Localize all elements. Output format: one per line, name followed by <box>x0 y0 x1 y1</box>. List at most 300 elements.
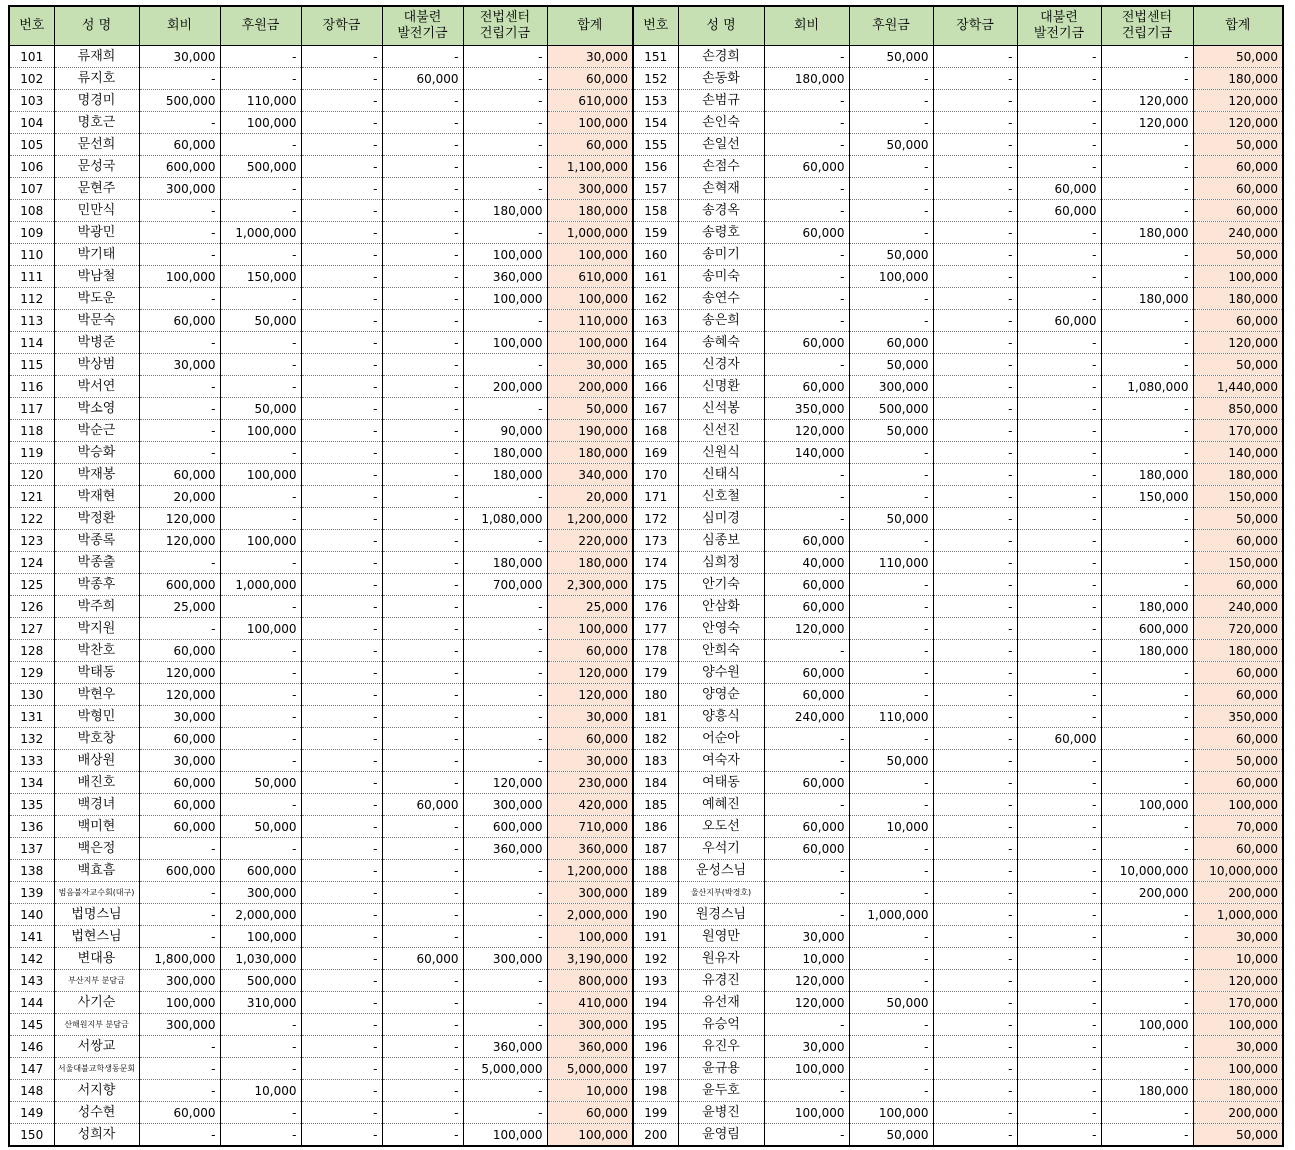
cell-sponsorship: 50,000 <box>849 134 933 156</box>
cell-total: 420,000 <box>547 794 633 816</box>
cell-center-building-fund: - <box>1101 46 1193 68</box>
table-row <box>9 640 1283 662</box>
cell-total: 180,000 <box>1193 464 1283 486</box>
cell-scholarship: - <box>301 882 382 904</box>
cell-development-fund: - <box>1017 134 1101 156</box>
cell-development-fund: - <box>382 266 463 288</box>
cell-development-fund: - <box>1017 222 1101 244</box>
cell-number: 181 <box>633 706 678 728</box>
cell-name: 박현우 <box>54 684 139 706</box>
cell-number: 182 <box>633 728 678 750</box>
cell-sponsorship: - <box>220 1014 301 1036</box>
cell-development-fund: - <box>382 376 463 398</box>
cell-total: 30,000 <box>1193 926 1283 948</box>
cell-center-building-fund: - <box>463 1080 547 1102</box>
cell-development-fund: - <box>1017 1014 1101 1036</box>
cell-total: 360,000 <box>547 838 633 860</box>
cell-total: 50,000 <box>1193 46 1283 68</box>
cell-number: 131 <box>9 706 54 728</box>
cell-number: 189 <box>633 882 678 904</box>
table-row <box>9 222 1283 244</box>
table-body <box>9 46 1283 1147</box>
cell-scholarship: - <box>301 552 382 574</box>
cell-development-fund: - <box>382 618 463 640</box>
cell-total: 60,000 <box>547 640 633 662</box>
cell-name: 어순아 <box>678 728 764 750</box>
cell-development-fund: - <box>382 684 463 706</box>
cell-dues: - <box>139 398 220 420</box>
cell-center-building-fund: - <box>1101 728 1193 750</box>
cell-sponsorship: - <box>849 794 933 816</box>
cell-center-building-fund: - <box>463 112 547 134</box>
cell-dues: - <box>764 1124 849 1147</box>
cell-scholarship: - <box>301 200 382 222</box>
cell-development-fund: - <box>382 530 463 552</box>
cell-total: 100,000 <box>547 112 633 134</box>
cell-dues: 60,000 <box>139 794 220 816</box>
cell-sponsorship: 100,000 <box>220 464 301 486</box>
cell-name: 원유자 <box>678 948 764 970</box>
cell-dues: - <box>764 882 849 904</box>
cell-development-fund: - <box>1017 926 1101 948</box>
cell-name: 송경옥 <box>678 200 764 222</box>
cell-sponsorship: - <box>220 46 301 68</box>
cell-scholarship: - <box>933 574 1017 596</box>
cell-total: 720,000 <box>1193 618 1283 640</box>
cell-total: 10,000,000 <box>1193 860 1283 882</box>
table-row <box>9 354 1283 376</box>
cell-name: 송혜숙 <box>678 332 764 354</box>
cell-name: 박상범 <box>54 354 139 376</box>
cell-development-fund: - <box>1017 948 1101 970</box>
cell-number: 200 <box>633 1124 678 1147</box>
table-row <box>9 1102 1283 1124</box>
cell-scholarship: - <box>933 926 1017 948</box>
cell-development-fund: - <box>382 464 463 486</box>
cell-center-building-fund: - <box>1101 1124 1193 1147</box>
cell-dues: - <box>764 860 849 882</box>
cell-development-fund: - <box>1017 816 1101 838</box>
cell-number: 177 <box>633 618 678 640</box>
cell-name: 류재희 <box>54 46 139 68</box>
cell-development-fund: - <box>1017 332 1101 354</box>
cell-name: 신경자 <box>678 354 764 376</box>
cell-total: 60,000 <box>1193 530 1283 552</box>
cell-number: 102 <box>9 68 54 90</box>
cell-development-fund: - <box>1017 266 1101 288</box>
cell-sponsorship: 500,000 <box>849 398 933 420</box>
cell-scholarship: - <box>933 1102 1017 1124</box>
cell-scholarship: - <box>933 442 1017 464</box>
cell-scholarship: - <box>301 706 382 728</box>
cell-number: 162 <box>633 288 678 310</box>
cell-center-building-fund: - <box>463 1102 547 1124</box>
cell-dues: 30,000 <box>764 926 849 948</box>
table-row <box>9 904 1283 926</box>
cell-center-building-fund: - <box>1101 134 1193 156</box>
cell-center-building-fund: - <box>1101 970 1193 992</box>
table-row <box>9 68 1283 90</box>
cell-center-building-fund: 360,000 <box>463 266 547 288</box>
cell-dues: - <box>139 332 220 354</box>
cell-number: 120 <box>9 464 54 486</box>
cell-development-fund: - <box>1017 860 1101 882</box>
table-row <box>9 398 1283 420</box>
cell-center-building-fund: - <box>463 640 547 662</box>
cell-number: 140 <box>9 904 54 926</box>
cell-number: 126 <box>9 596 54 618</box>
cell-number: 169 <box>633 442 678 464</box>
cell-scholarship: - <box>933 750 1017 772</box>
cell-name: 배상원 <box>54 750 139 772</box>
cell-dues: 60,000 <box>139 464 220 486</box>
cell-scholarship: - <box>301 1014 382 1036</box>
header-number: 번호 <box>9 6 54 46</box>
cell-dues: - <box>139 442 220 464</box>
cell-total: 1,100,000 <box>547 156 633 178</box>
cell-development-fund: - <box>1017 618 1101 640</box>
cell-sponsorship: - <box>220 288 301 310</box>
cell-name: 손범규 <box>678 90 764 112</box>
cell-dues: - <box>139 1080 220 1102</box>
cell-dues: 60,000 <box>764 156 849 178</box>
cell-center-building-fund: - <box>1101 772 1193 794</box>
cell-name: 박형민 <box>54 706 139 728</box>
cell-number: 151 <box>633 46 678 68</box>
cell-scholarship: - <box>301 288 382 310</box>
header-scholarship: 장학금 <box>301 6 382 46</box>
cell-sponsorship: - <box>220 134 301 156</box>
cell-dues: - <box>139 618 220 640</box>
cell-name: 박태동 <box>54 662 139 684</box>
cell-name: 명경미 <box>54 90 139 112</box>
table-row <box>9 464 1283 486</box>
cell-name: 서지향 <box>54 1080 139 1102</box>
cell-number: 117 <box>9 398 54 420</box>
cell-sponsorship: - <box>849 970 933 992</box>
cell-dues: - <box>764 750 849 772</box>
cell-center-building-fund: - <box>463 354 547 376</box>
cell-number: 112 <box>9 288 54 310</box>
cell-sponsorship: 100,000 <box>220 420 301 442</box>
table-row <box>9 442 1283 464</box>
cell-scholarship: - <box>301 816 382 838</box>
cell-total: 60,000 <box>1193 838 1283 860</box>
cell-dues: - <box>764 266 849 288</box>
cell-center-building-fund: 150,000 <box>1101 486 1193 508</box>
cell-development-fund: - <box>1017 706 1101 728</box>
cell-development-fund: - <box>1017 376 1101 398</box>
cell-development-fund: - <box>382 838 463 860</box>
cell-number: 145 <box>9 1014 54 1036</box>
cell-dues: 300,000 <box>139 970 220 992</box>
cell-scholarship: - <box>301 112 382 134</box>
cell-scholarship: - <box>933 970 1017 992</box>
cell-total: 100,000 <box>547 926 633 948</box>
cell-sponsorship: 100,000 <box>220 112 301 134</box>
cell-dues: 120,000 <box>764 618 849 640</box>
cell-number: 134 <box>9 772 54 794</box>
cell-dues: 30,000 <box>139 354 220 376</box>
header-center-building-fund: 전법센터 건립기금 <box>463 6 547 46</box>
cell-scholarship: - <box>301 948 382 970</box>
cell-sponsorship: 500,000 <box>220 156 301 178</box>
cell-name: 윤영림 <box>678 1124 764 1147</box>
cell-development-fund: - <box>382 46 463 68</box>
cell-total: 60,000 <box>1193 156 1283 178</box>
cell-center-building-fund: - <box>1101 156 1193 178</box>
cell-total: 60,000 <box>1193 200 1283 222</box>
cell-dues: 100,000 <box>139 992 220 1014</box>
cell-name: 백미현 <box>54 816 139 838</box>
cell-sponsorship: - <box>220 750 301 772</box>
cell-development-fund: 60,000 <box>1017 728 1101 750</box>
cell-development-fund: - <box>1017 640 1101 662</box>
cell-dues: 60,000 <box>139 816 220 838</box>
cell-name: 안희숙 <box>678 640 764 662</box>
cell-number: 104 <box>9 112 54 134</box>
cell-total: 180,000 <box>1193 68 1283 90</box>
cell-name: 양영순 <box>678 684 764 706</box>
cell-development-fund: - <box>1017 442 1101 464</box>
cell-dues: 60,000 <box>764 684 849 706</box>
cell-number: 190 <box>633 904 678 926</box>
cell-name: 윤두호 <box>678 1080 764 1102</box>
cell-sponsorship: - <box>849 1014 933 1036</box>
cell-development-fund: - <box>382 860 463 882</box>
cell-total: 60,000 <box>547 134 633 156</box>
cell-total: 300,000 <box>547 1014 633 1036</box>
cell-scholarship: - <box>301 970 382 992</box>
cell-number: 165 <box>633 354 678 376</box>
cell-number: 124 <box>9 552 54 574</box>
cell-total: 50,000 <box>1193 134 1283 156</box>
cell-dues: 120,000 <box>764 970 849 992</box>
cell-scholarship: - <box>933 794 1017 816</box>
cell-center-building-fund: - <box>1101 420 1193 442</box>
cell-dues: - <box>764 1080 849 1102</box>
cell-sponsorship: - <box>849 442 933 464</box>
cell-center-building-fund: - <box>463 46 547 68</box>
cell-name: 문선희 <box>54 134 139 156</box>
cell-scholarship: - <box>301 1124 382 1147</box>
cell-dues: 350,000 <box>764 398 849 420</box>
cell-scholarship: - <box>301 860 382 882</box>
table-row <box>9 596 1283 618</box>
table-row <box>9 90 1283 112</box>
cell-center-building-fund: 180,000 <box>1101 464 1193 486</box>
cell-total: 180,000 <box>1193 640 1283 662</box>
cell-scholarship: - <box>301 68 382 90</box>
cell-total: 50,000 <box>1193 354 1283 376</box>
cell-total: 5,000,000 <box>547 1058 633 1080</box>
cell-scholarship: - <box>301 728 382 750</box>
cell-total: 200,000 <box>1193 882 1283 904</box>
cell-number: 148 <box>9 1080 54 1102</box>
cell-center-building-fund: - <box>463 728 547 750</box>
cell-name: 산해원지부 분담금 <box>54 1014 139 1036</box>
cell-center-building-fund: - <box>463 882 547 904</box>
cell-scholarship: - <box>301 684 382 706</box>
cell-sponsorship: - <box>220 794 301 816</box>
cell-center-building-fund: - <box>463 134 547 156</box>
cell-name: 오도선 <box>678 816 764 838</box>
cell-number: 141 <box>9 926 54 948</box>
cell-scholarship: - <box>301 1080 382 1102</box>
cell-development-fund: - <box>382 1014 463 1036</box>
cell-scholarship: - <box>933 508 1017 530</box>
cell-total: 50,000 <box>1193 1124 1283 1147</box>
cell-scholarship: - <box>301 134 382 156</box>
cell-name: 박순근 <box>54 420 139 442</box>
cell-center-building-fund: - <box>1101 332 1193 354</box>
cell-dues: - <box>764 904 849 926</box>
cell-total: 100,000 <box>547 332 633 354</box>
cell-sponsorship: - <box>220 1036 301 1058</box>
cell-name: 법명스님 <box>54 904 139 926</box>
cell-development-fund: - <box>382 1036 463 1058</box>
cell-center-building-fund: 180,000 <box>463 442 547 464</box>
cell-development-fund: - <box>1017 882 1101 904</box>
cell-number: 192 <box>633 948 678 970</box>
cell-scholarship: - <box>933 200 1017 222</box>
table-row <box>9 244 1283 266</box>
cell-total: 1,440,000 <box>1193 376 1283 398</box>
cell-dues: 60,000 <box>764 332 849 354</box>
cell-scholarship: - <box>301 926 382 948</box>
header-sponsorship: 후원금 <box>220 6 301 46</box>
cell-name: 박광민 <box>54 222 139 244</box>
cell-sponsorship: - <box>220 486 301 508</box>
cell-sponsorship: 50,000 <box>220 816 301 838</box>
cell-center-building-fund: - <box>1101 750 1193 772</box>
cell-total: 60,000 <box>1193 178 1283 200</box>
cell-dues: 60,000 <box>139 640 220 662</box>
cell-dues: - <box>764 728 849 750</box>
cell-center-building-fund: - <box>463 706 547 728</box>
cell-dues: 60,000 <box>764 376 849 398</box>
cell-sponsorship: - <box>220 662 301 684</box>
cell-scholarship: - <box>933 596 1017 618</box>
cell-number: 186 <box>633 816 678 838</box>
cell-development-fund: - <box>382 1124 463 1147</box>
cell-name: 변대용 <box>54 948 139 970</box>
cell-sponsorship: - <box>849 530 933 552</box>
header-development-fund: 대불련 발전기금 <box>1017 6 1101 46</box>
header-total: 합계 <box>1193 6 1283 46</box>
cell-development-fund: 60,000 <box>382 794 463 816</box>
table-row <box>9 552 1283 574</box>
cell-sponsorship: 300,000 <box>220 882 301 904</box>
cell-total: 25,000 <box>547 596 633 618</box>
cell-total: 60,000 <box>1193 684 1283 706</box>
cell-number: 183 <box>633 750 678 772</box>
cell-name: 송령호 <box>678 222 764 244</box>
cell-scholarship: - <box>301 376 382 398</box>
cell-total: 100,000 <box>547 618 633 640</box>
cell-total: 180,000 <box>547 200 633 222</box>
cell-number: 144 <box>9 992 54 1014</box>
cell-dues: - <box>139 200 220 222</box>
table-row <box>9 926 1283 948</box>
header-scholarship: 장학금 <box>933 6 1017 46</box>
cell-name: 여태동 <box>678 772 764 794</box>
cell-center-building-fund: - <box>1101 904 1193 926</box>
cell-dues: 30,000 <box>139 706 220 728</box>
cell-center-building-fund: - <box>463 310 547 332</box>
cell-development-fund: - <box>382 926 463 948</box>
cell-sponsorship: - <box>220 728 301 750</box>
cell-name: 사기순 <box>54 992 139 1014</box>
cell-dues: 100,000 <box>139 266 220 288</box>
cell-development-fund: - <box>1017 838 1101 860</box>
cell-name: 손경희 <box>678 46 764 68</box>
cell-sponsorship: - <box>849 156 933 178</box>
cell-total: 340,000 <box>547 464 633 486</box>
cell-total: 120,000 <box>1193 332 1283 354</box>
cell-scholarship: - <box>933 310 1017 332</box>
header-name: 성 명 <box>678 6 764 46</box>
cell-center-building-fund: - <box>1101 684 1193 706</box>
cell-sponsorship: 1,000,000 <box>849 904 933 926</box>
cell-number: 163 <box>633 310 678 332</box>
cell-name: 신호철 <box>678 486 764 508</box>
cell-scholarship: - <box>301 618 382 640</box>
cell-total: 180,000 <box>1193 288 1283 310</box>
cell-total: 240,000 <box>1193 222 1283 244</box>
cell-name: 문성국 <box>54 156 139 178</box>
cell-dues: 180,000 <box>764 68 849 90</box>
cell-total: 10,000 <box>1193 948 1283 970</box>
cell-sponsorship: 50,000 <box>849 354 933 376</box>
cell-total: 170,000 <box>1193 420 1283 442</box>
cell-dues: - <box>139 68 220 90</box>
cell-sponsorship: - <box>220 684 301 706</box>
cell-total: 800,000 <box>547 970 633 992</box>
cell-center-building-fund: 180,000 <box>1101 222 1193 244</box>
cell-center-building-fund: 180,000 <box>1101 596 1193 618</box>
cell-development-fund: - <box>382 486 463 508</box>
cell-sponsorship: - <box>849 926 933 948</box>
cell-center-building-fund: - <box>463 178 547 200</box>
cell-development-fund: - <box>382 1058 463 1080</box>
cell-center-building-fund: - <box>1101 662 1193 684</box>
cell-scholarship: - <box>301 904 382 926</box>
cell-center-building-fund: - <box>463 90 547 112</box>
cell-name: 송은희 <box>678 310 764 332</box>
cell-dues: - <box>764 464 849 486</box>
cell-total: 70,000 <box>1193 816 1283 838</box>
cell-dues: 60,000 <box>139 728 220 750</box>
cell-development-fund: - <box>382 1102 463 1124</box>
cell-number: 172 <box>633 508 678 530</box>
cell-number: 129 <box>9 662 54 684</box>
cell-name: 유승억 <box>678 1014 764 1036</box>
cell-sponsorship: 110,000 <box>849 552 933 574</box>
cell-development-fund: - <box>1017 288 1101 310</box>
cell-dues: - <box>139 112 220 134</box>
cell-sponsorship: - <box>849 1058 933 1080</box>
cell-center-building-fund: 200,000 <box>463 376 547 398</box>
cell-scholarship: - <box>933 90 1017 112</box>
cell-scholarship: - <box>301 420 382 442</box>
cell-sponsorship: 500,000 <box>220 970 301 992</box>
cell-development-fund: 60,000 <box>382 68 463 90</box>
cell-development-fund: - <box>1017 1058 1101 1080</box>
cell-center-building-fund: 1,080,000 <box>1101 376 1193 398</box>
cell-sponsorship: - <box>220 200 301 222</box>
cell-center-building-fund: - <box>1101 68 1193 90</box>
